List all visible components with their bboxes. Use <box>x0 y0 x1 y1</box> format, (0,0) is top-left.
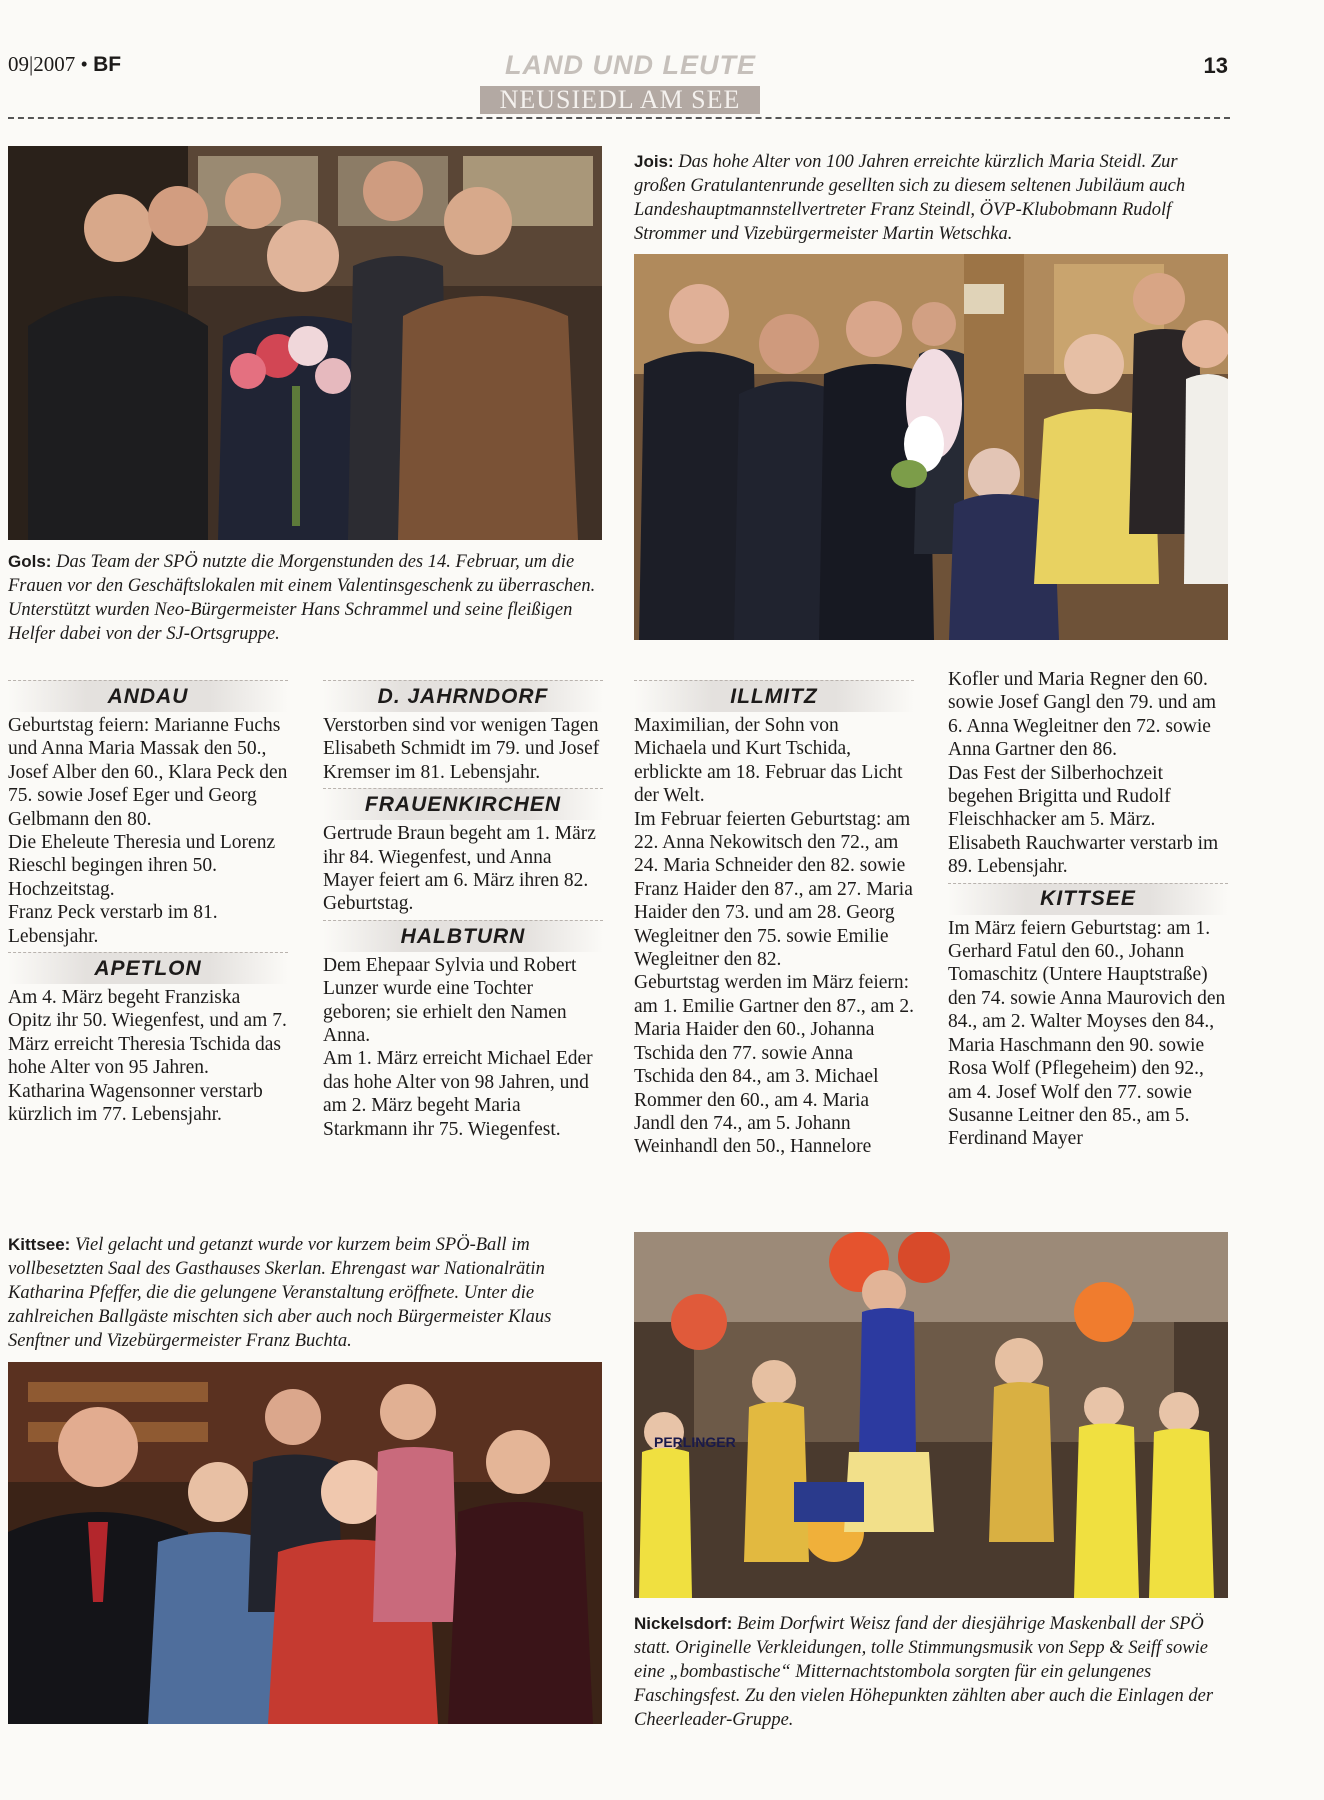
column-4 <box>948 668 1228 1151</box>
caption-gols: Gols: Das Team der SPÖ nutzte die Morgenstunden des 14. Februar, um die Frauen vor den Geschäftslokalen mit einem Valentinsgeschenk zu überraschen. Unterstützt wurden Neo-Bürgermeister Hans Schrammel und seine fleißigen Helfer dabei von der SJ-Ortsgruppe. <box>8 552 596 644</box>
photo-jois <box>634 254 1228 640</box>
photo-kittsee <box>8 1362 602 1724</box>
heading-frauenkirchen: FRAUENKIRCHEN <box>323 788 603 820</box>
djahrndorf-p1: Verstorben sind vor wenigen Tagen Elisabeth Schmidt im 79. und Josef Kremser im 81. Lebensjahr. <box>323 715 600 783</box>
heading-apetlon: APETLON <box>8 952 288 984</box>
brand-label: BF <box>93 53 122 76</box>
heading-djahrndorf: D. JAHRNDORF <box>323 680 603 712</box>
section-title: LAND UND LEUTE <box>505 50 756 80</box>
column-1 <box>8 680 288 1127</box>
caption-nickelsdorf: Nickelsdorf: Beim Dorfwirt Weisz fand der diesjährige Maskenball der SPÖ statt. Originelle Verkleidungen, tolle Stimmungsmusik von Sepp & Seiff sowie eine „bombastische“ Mitternachtstombola sorgten für ein gelungenes Faschingsfest. Zu den vielen Höhepunkten zählten aber auch die Einlagen der Cheerleader-Gruppe. <box>634 1614 1214 1730</box>
illmitz-cont-p3: Elisabeth Rauchwarter verstarb im 89. Lebensjahr. <box>948 832 1219 878</box>
illmitz-p3: Geburtstag werden im März feiern: am 1. Emilie Gartner den 87., am 2. Maria Haider den 60., Johanna Tschida den 77. sowie Anna Tschida den 84., am 3. Michael Rommer den 60., am 4. Maria Jandl den 74., am 5. Johann Weinhandl den 50., Hannelore <box>634 972 914 1158</box>
heading-andau: ANDAU <box>8 680 288 712</box>
caption-kittsee: Kittsee: Viel gelacht und getanzt wurde vor kurzem beim SPÖ-Ball im vollbesetzten Saal des Gasthauses Skerlan. Ehrengast war Nationalrätin Katharina Pfeffer, die die gelungene Veranstaltung eröffnete. Unter die zahlreichen Ballgäste mischten sich aber auch noch Bürgermeister Klaus Senftner und Vizebürgermeister Franz Buchta. <box>8 1235 552 1351</box>
frauenkirchen-p1: Gertrude Braun begeht am 1. März ihr 84. Wiegenfest, und Anna Mayer feiert am 6. März ihren 82. Geburtstag. <box>323 823 596 915</box>
region-title: NEUSIEDL AM SEE <box>499 85 741 114</box>
halbturn-p1: Dem Ehepaar Sylvia und Robert Lunzer wurde eine Tochter geboren; sie erhielt den Namen Anna. <box>323 954 577 1047</box>
heading-illmitz: ILLMITZ <box>634 680 914 712</box>
issue-label: 09|2007 • BF <box>8 52 122 76</box>
apetlon-p2: Katharina Wagensonner verstarb kürzlich im 77. Lebensjahr. <box>8 1080 263 1126</box>
page-number: 13 <box>1203 53 1228 78</box>
column-2 <box>323 680 603 1141</box>
illmitz-cont-p1: Kofler und Maria Regner den 60. sowie Josef Gangl den 79. und am 6. Anna Wegleitner den 72. sowie Anna Gartner den 86. <box>948 669 1217 761</box>
halbturn-p2: Am 1. März erreicht Michael Eder das hohe Alter von 98 Jahren, und am 2. März begeht Maria Starkmann ihr 75. Wiegenfest. <box>323 1048 593 1140</box>
illmitz-p1: Maximilian, der Sohn von Michaela und Kurt Tschida, erblickte am 18. Februar das Licht der Welt. <box>634 715 903 807</box>
jersey-text: PERLINGER <box>654 1434 736 1450</box>
photo-gols <box>8 146 602 540</box>
header-divider <box>8 117 1230 119</box>
andau-p1: Geburtstag feiern: Marianne Fuchs und Anna Maria Massak den 50., Josef Alber den 60., Klara Peck den 75. sowie Josef Eger und Georg Gelbmann den 80. <box>8 715 288 830</box>
kittsee-p1: Im März feiern Geburtstag: am 1. Gerhard Fatul den 60., Johann Tomaschitz (Untere Hauptstraße) den 74. sowie Anna Maurovich den 84., am 2. Walter Moyses den 84., Maria Haschmann den 90. sowie Rosa Wolf (Pflegeheim) den 92., am 4. Josef Wolf den 77. sowie Susanne Leitner den 85., am 5. Ferdinand Mayer <box>948 917 1226 1150</box>
heading-kittsee: KITTSEE <box>948 883 1228 915</box>
column-3 <box>634 680 914 1159</box>
caption-jois: Jois: Das hohe Alter von 100 Jahren erreichte kürzlich Maria Steidl. Zur großen Gratulantenrunde gesellten sich zu diesem seltenen Jubiläum auch Landeshauptmannstellvertreter Franz Steindl, ÖVP-Klubobmann Rudolf Strommer und Vizebürgermeister Martin Wetschka. <box>634 152 1186 244</box>
photo-nickelsdorf <box>634 1232 1228 1598</box>
andau-p3: Franz Peck verstarb im 81. Lebensjahr. <box>8 902 218 947</box>
illmitz-cont-p2: Das Fest der Silberhochzeit begehen Brigitta und Rudolf Fleischhacker am 5. März. <box>948 762 1171 831</box>
heading-halbturn: HALBTURN <box>323 920 603 952</box>
apetlon-p1: Am 4. März begeht Franziska Opitz ihr 50. Wiegenfest, und am 7. März erreicht Theresia Tschida das hohe Alter von 95 Jahren. <box>8 987 287 1079</box>
illmitz-p2: Im Februar feierten Geburtstag: am 22. Anna Nekowitsch den 72., am 24. Maria Schneider den 82. sowie Franz Haider den 87., am 27. Maria Haider den 73. und am 28. Georg Wegleitner den 75. sowie Emilie Wegleitner den 82. <box>634 808 913 971</box>
andau-p2: Die Eheleute Theresia und Lorenz Rieschl begingen ihren 50. Hochzeitstag. <box>8 832 276 900</box>
